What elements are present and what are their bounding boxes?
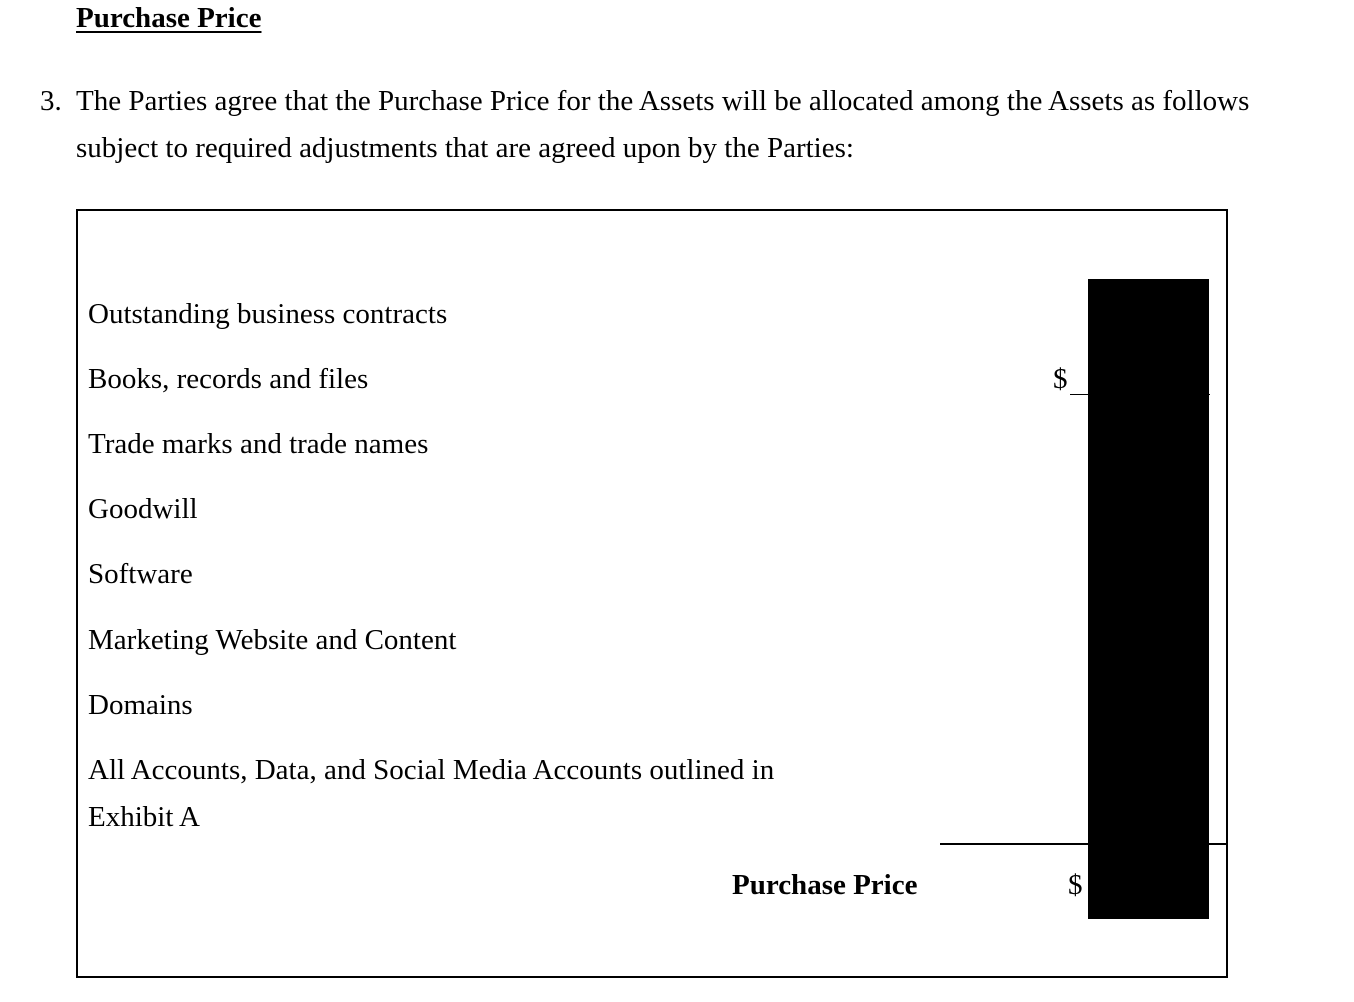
section-heading: Purchase Price xyxy=(76,2,262,34)
allocation-item: Trade marks and trade names xyxy=(88,428,429,460)
redaction-block xyxy=(1088,279,1209,919)
total-label: Purchase Price xyxy=(732,869,918,901)
allocation-item: Software xyxy=(88,558,193,590)
allocation-table xyxy=(76,209,1228,978)
allocation-item: Outstanding business contracts xyxy=(88,298,448,330)
allocation-item: All Accounts, Data, and Social Media Accounts outlined in Exhibit A xyxy=(88,754,775,833)
allocation-item: Domains xyxy=(88,689,193,721)
allocation-paragraph xyxy=(40,78,1280,172)
total-currency-symbol: $ xyxy=(1068,869,1083,901)
amount-currency-symbol: $ xyxy=(1053,363,1068,395)
allocation-item: Marketing Website and Content xyxy=(88,624,457,656)
allocation-item: Books, records and files xyxy=(88,363,369,395)
allocation-item: Goodwill xyxy=(88,493,198,525)
paragraph-number: 3. xyxy=(40,85,62,117)
paragraph-text: The Parties agree that the Purchase Price for the Assets will be allocated among the Assets as follows subject to required adjustments that are agreed upon by the Parties: xyxy=(76,85,1250,164)
